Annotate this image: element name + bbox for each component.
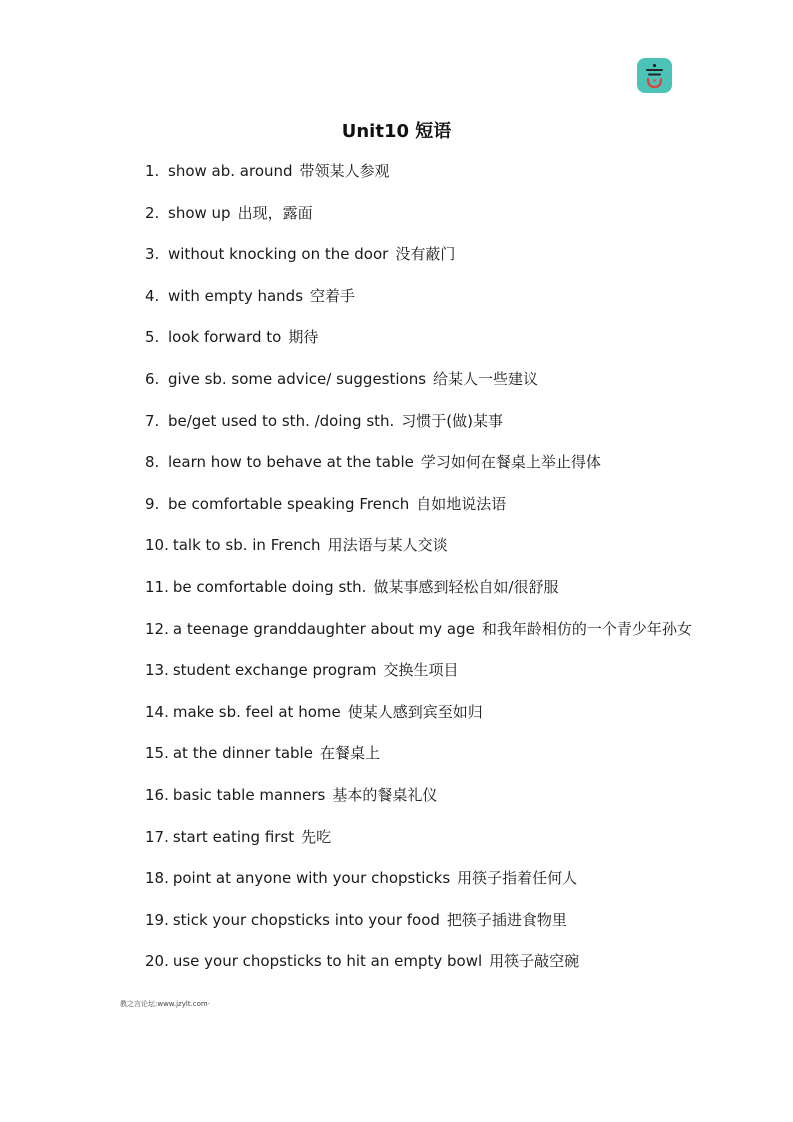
phrase-english: a teenage granddaughter about my age xyxy=(172,619,475,638)
phrase-chinese: 在餐桌上 xyxy=(319,744,380,763)
list-item xyxy=(145,741,692,783)
phrase-chinese: 先吃 xyxy=(301,827,332,846)
list-item xyxy=(145,201,692,243)
item-number: 17. xyxy=(145,827,169,846)
phrase-english: be comfortable speaking French xyxy=(168,494,410,513)
phrase-english: be comfortable doing sth. xyxy=(172,577,367,596)
phrase-english: basic table manners xyxy=(172,785,326,804)
item-number: 5. xyxy=(145,328,160,347)
phrase-english: student exchange program xyxy=(172,661,377,680)
zhijiao-logo-icon xyxy=(637,58,672,93)
phrase-chinese: 给某人一些建议 xyxy=(433,369,539,388)
phrase-chinese: 基本的餐桌礼仪 xyxy=(332,785,438,804)
item-number: 16. xyxy=(145,785,169,804)
phrase-chinese: 习惯于(做)某事 xyxy=(401,411,504,430)
phrase-english: without knocking on the door xyxy=(168,245,389,264)
site-logo xyxy=(637,58,672,93)
item-number: 4. xyxy=(145,286,160,305)
phrase-chinese: 期待 xyxy=(288,328,319,347)
phrase-chinese: 用法语与某人交谈 xyxy=(327,536,448,555)
phrase-list xyxy=(145,159,692,991)
item-number: 7. xyxy=(145,411,160,430)
item-number: 9. xyxy=(145,494,160,513)
list-item xyxy=(145,325,692,367)
item-number: 10. xyxy=(145,536,169,555)
phrase-english: be/get used to sth. /doing sth. xyxy=(168,411,395,430)
list-item xyxy=(145,617,692,659)
phrase-chinese: 交换生项目 xyxy=(383,661,459,680)
item-number: 2. xyxy=(145,203,160,222)
phrase-english: start eating first xyxy=(172,827,295,846)
list-item xyxy=(145,159,692,201)
list-item xyxy=(145,409,692,451)
phrase-english: use your chopsticks to hit an empty bowl xyxy=(172,952,483,971)
phrase-english: look forward to xyxy=(168,328,282,347)
list-item xyxy=(145,284,692,326)
page-title: Unit10 短语 xyxy=(341,121,452,142)
phrase-chinese: 把筷子插进食物里 xyxy=(446,910,567,929)
phrase-chinese: 带领某人参观 xyxy=(299,162,390,180)
phrase-chinese: 做某事感到轻松自如/很舒服 xyxy=(373,577,559,596)
phrase-chinese: 用筷子指着任何人 xyxy=(457,869,578,888)
phrase-english: with empty hands xyxy=(168,286,304,305)
phrase-chinese: 自如地说法语 xyxy=(416,494,507,513)
list-item xyxy=(145,575,692,617)
list-item xyxy=(145,825,692,867)
item-number: 18. xyxy=(145,869,169,888)
phrase-english: show ab. around xyxy=(168,162,293,180)
item-number: 19. xyxy=(145,910,169,929)
list-item xyxy=(145,450,692,492)
phrase-chinese: 出现，露面 xyxy=(237,203,313,222)
item-number: 3. xyxy=(145,245,160,264)
phrase-english: show up xyxy=(168,203,231,222)
item-number: 14. xyxy=(145,702,169,721)
list-item xyxy=(145,783,692,825)
list-item xyxy=(145,658,692,700)
phrase-chinese: 用筷子敲空碗 xyxy=(489,952,580,971)
list-item xyxy=(145,492,692,534)
phrase-english: learn how to behave at the table xyxy=(168,453,414,472)
item-number: 12. xyxy=(145,619,169,638)
phrase-chinese: 使某人感到宾至如归 xyxy=(347,702,483,721)
phrase-english: point at anyone with your chopsticks xyxy=(172,869,451,888)
list-item xyxy=(145,242,692,284)
phrase-english: make sb. feel at home xyxy=(172,702,341,721)
item-number: 1. xyxy=(145,162,160,180)
phrase-english: talk to sb. in French xyxy=(172,536,321,555)
phrase-english: give sb. some advice/ suggestions xyxy=(168,369,427,388)
list-item xyxy=(145,533,692,575)
item-number: 6. xyxy=(145,369,160,388)
item-number: 15. xyxy=(145,744,169,763)
list-item xyxy=(145,949,692,991)
list-item xyxy=(145,908,692,950)
item-number: 8. xyxy=(145,453,160,472)
phrase-chinese: 学习如何在餐桌上举止得体 xyxy=(420,453,601,472)
item-number: 13. xyxy=(145,661,169,680)
list-item xyxy=(145,700,692,742)
phrase-chinese: 空着手 xyxy=(310,286,356,305)
phrase-english: stick your chopsticks into your food xyxy=(172,910,440,929)
footer-text: 教之言论坛:www.jzylt.com· xyxy=(120,1000,210,1008)
list-item xyxy=(145,367,692,409)
phrase-chinese: 和我年龄相仿的一个青少年孙女 xyxy=(481,619,692,638)
item-number: 11. xyxy=(145,577,169,596)
item-number: 20. xyxy=(145,952,169,971)
phrase-english: at the dinner table xyxy=(172,744,313,763)
list-item xyxy=(145,866,692,908)
phrase-chinese: 没有蔽门 xyxy=(395,245,456,264)
